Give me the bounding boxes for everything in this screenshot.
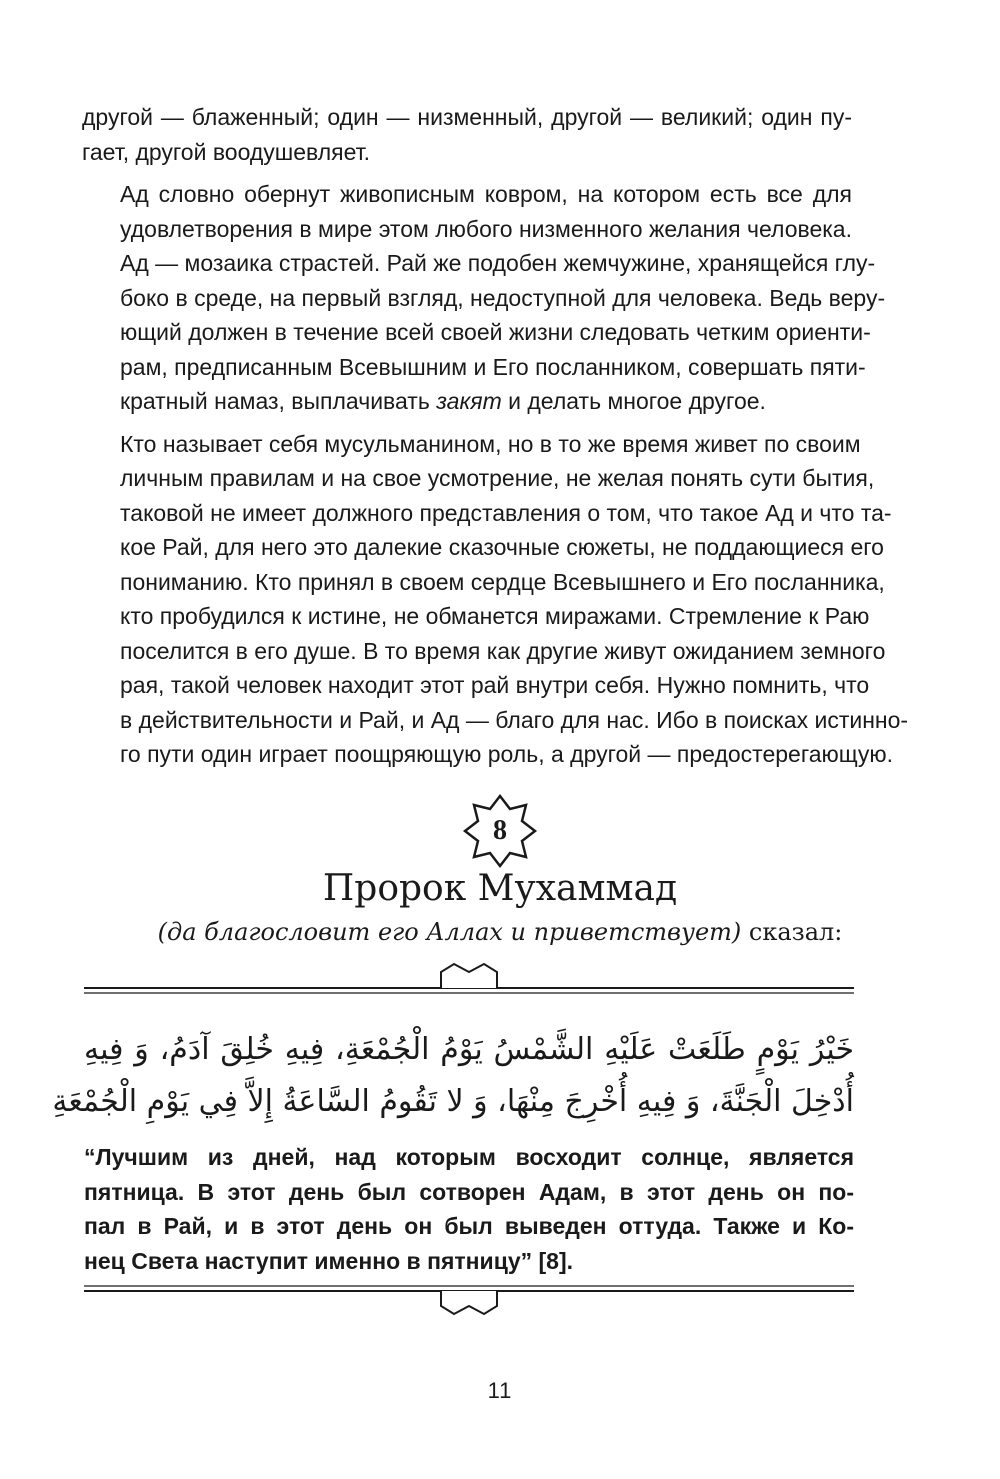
text-line (82, 384, 852, 419)
text-line: другой — блаженный; один — низменный, другой — великий; один пу- (82, 104, 852, 130)
top-divider-ornament (84, 952, 854, 1002)
hadith-arabic (52, 1024, 854, 1128)
text-line: рая, такой человек находит этот рай внутри себя. Нужно помнить, что (120, 672, 870, 698)
paragraph-2 (82, 177, 886, 419)
text-line: рам, предписанным Всевышним и Его посланником, совершать пяти- (120, 353, 866, 380)
text-line: кто пробудился к истине, не обманется миражами. Стремление к Раю (120, 603, 870, 629)
page-number: 11 (487, 1378, 513, 1403)
text-line: Ад словно обернут живописным ковром, на котором есть все для (120, 181, 852, 207)
text-line: кое Рай, для него это далекие сказочные сюжеты, не поддающиеся его (120, 534, 884, 560)
text-line: таковой не имеет должного представления о том, что такое Ад и что та- (120, 499, 892, 526)
body-text (82, 100, 909, 780)
text-line: пониманию. Кто принял в своем сердце Всевышнего и Его посланника, (120, 568, 885, 595)
paragraph-1 (82, 100, 852, 169)
text-line: в действительности и Рай, и Ад — благо для нас. Ибо в поисках истинно- (120, 706, 909, 733)
arabic-line: خَيْرُ يَوْمٍ طَلَعَتْ عَلَيْهِ الشَّمْسُ يَوْمُ الْجُمْعَةِ، فِيهِ خُلِقَ آدَمُ، وَ فِيهِ (84, 1032, 854, 1067)
bottom-divider-ornament (84, 1276, 854, 1326)
octagram-ornament-icon (459, 790, 541, 872)
section-number: 8 (493, 815, 507, 846)
text-line: поселится в его душе. В то время как другие живут ожиданием земного (120, 637, 886, 664)
translation-line: пал в Рай, и в этот день он был выведен оттуда. Также и Ко- (84, 1213, 854, 1239)
text-line: боко в среде, на первый взгляд, недоступной для человека. Ведь веру- (120, 284, 886, 311)
text-line: гает, другой воодушевляет. (82, 138, 371, 165)
text-line: ющий должен в течение всей своей жизни следовать четким ориенти- (120, 319, 871, 345)
subtitle-rest: сказал: (741, 918, 843, 946)
text-line: личным правилам и на свое усмотрение, не желая понять сути бытия, (120, 465, 875, 491)
translation-line: “Лучшим из дней, над которым восходит солнце, является (84, 1144, 854, 1170)
text-fragment: кратный намаз, выплачивать (120, 388, 437, 414)
text-fragment: и делать многое другое. (501, 388, 766, 414)
section-subtitle (0, 918, 1000, 946)
section-badge (0, 790, 1000, 872)
text-line: Кто называет себя мусульманином, но в то же время живет по своим (120, 430, 861, 457)
text-line: го пути один играет поощряющую роль, а другой — предостерегающую. (120, 741, 894, 767)
arabic-line: أُدْخِلَ الْجَنَّةَ، وَ فِيهِ أُخْرِجَ مِنْهَا، وَ لا تَقُومُ السَّاعَةُ إِلاَّ فِي يَوْمِ الْجُمْعَةِ (52, 1084, 854, 1119)
section-title: Пророк Мухаммад (322, 868, 678, 909)
hadith-translation (84, 1140, 854, 1278)
text-line: удовлетворения в мире этом любого низменного желания человека. (120, 215, 852, 242)
blessing-phrase: (да благословит его Аллах и приветствует) (157, 918, 742, 946)
translation-line: нец Света наступит именно в пятницу” [8]. (84, 1247, 574, 1274)
paragraph-3 (82, 427, 909, 772)
italic-term: закят (436, 388, 502, 414)
translation-line: пятница. В этот день был сотворен Адам, в этот день он по- (84, 1178, 854, 1205)
text-line: Ад — мозаика страстей. Рай же подобен жемчужине, хранящейся глу- (120, 250, 876, 276)
